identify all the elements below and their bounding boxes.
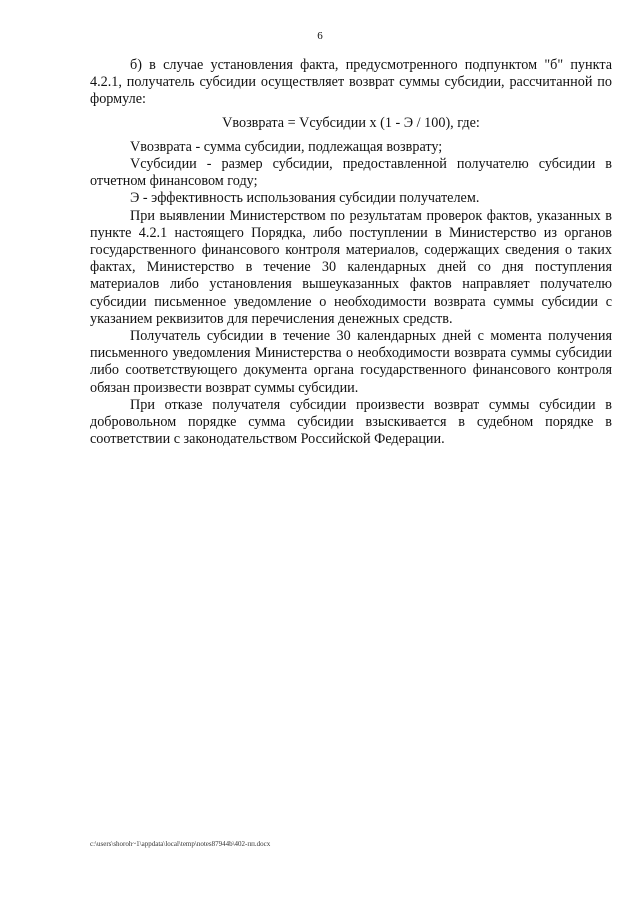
paragraph-court-recovery: При отказе получателя субсидии произвести возврат суммы субсидии в добровольном порядке сумма субсидии взыскивается в судебном порядке в соответствии с законодательством Российской Федерации.	[90, 396, 612, 448]
paragraph-refund-case: б) в случае установления факта, предусмотренного подпунктом "б" пункта 4.2.1, получатель субсидии осуществляет возврат суммы субсидии, рассчитанной по формуле:	[90, 57, 612, 108]
document-body	[90, 57, 612, 448]
definition-refund-amount: Vвозврата - сумма субсидии, подлежащая возврату;	[130, 138, 443, 155]
definition-subsidy-amount: Vсубсидии - размер субсидии, предоставленной получателю субсидии в отчетном финансовом году;	[90, 156, 612, 190]
refund-formula: Vвозврата = Vсубсидии x (1 - Э / 100), где:	[222, 114, 480, 131]
paragraph-ministry-notice: При выявлении Министерством по результатам проверок фактов, указанных в пункте 4.2.1 настоящего Порядка, либо поступлении в Министерство из органов государственного финансового контроля материалов, содержащих сведения о таких фактах, Министерство в течение 30 календарных дней со дня поступления материалов либо установления вышеуказанных фактов направляет получателю субсидии письменное уведомление о необходимости возврата суммы субсидии с указанием реквизитов для перечисления денежных средств.	[90, 207, 612, 327]
definition-efficiency: Э - эффективность использования субсидии получателем.	[130, 190, 480, 207]
footer-file-path: c:\users\shoroh~1\appdata\local\temp\notes87944b\402-пп.docx	[90, 840, 271, 848]
paragraph-recipient-obligation: Получатель субсидии в течение 30 календарных дней с момента получения письменного уведомления Министерства о необходимости возврата суммы субсидии либо соответствующего документа органа государственного финансового контроля обязан произвести возврат суммы субсидии.	[90, 328, 612, 396]
page-number: 6	[317, 30, 323, 42]
